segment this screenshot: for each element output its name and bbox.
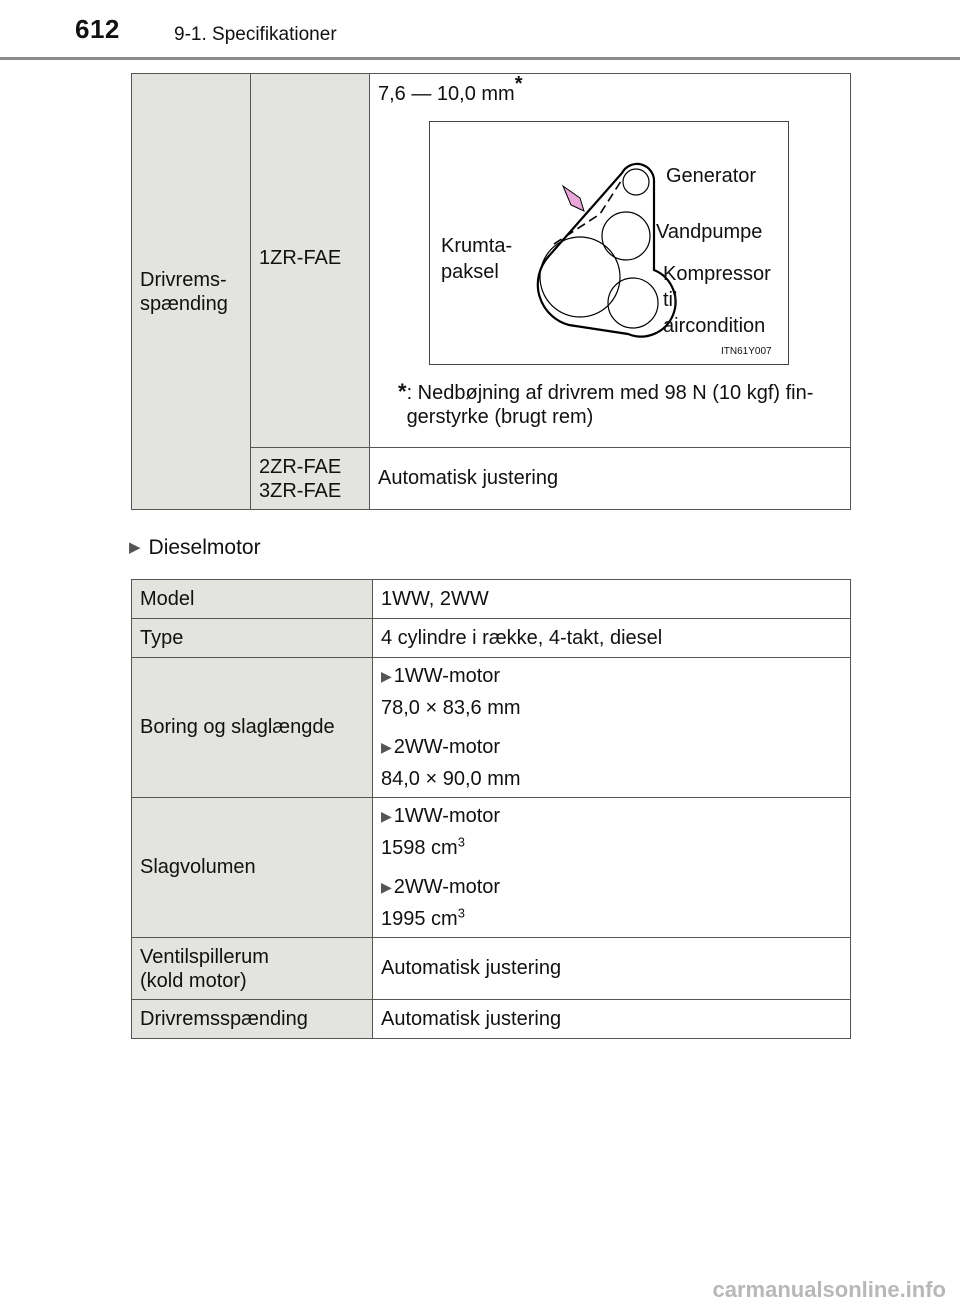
diesel-value-valve-clearance: Automatisk justering [373,938,851,1000]
belt-deflection-value: 7,6 — 10,0 mm* [378,73,523,105]
page-number: 612 [75,14,120,44]
diesel-label-valve-clearance: Ventilspillerum (kold motor) [132,938,373,1000]
model-2zr-3zr-fae: 2ZR-FAE 3ZR-FAE [251,448,370,510]
auto-adjust-value: Automatisk justering [370,448,851,510]
arrow-right-icon: ▶ [381,738,392,755]
model-1zr-fae: 1ZR-FAE [251,74,370,448]
diagram-label-crankshaft: Krumta- paksel [441,235,513,283]
diesel-value-bore: ▶ 1WW-motor 78,0 × 83,6 mm ▶ 2WW-motor 84,0 × 90,0 mm [373,658,851,798]
watermark: carmanualsonline.info [712,1277,946,1302]
diesel-label-belt-tension: Drivremsspænding [132,1000,373,1039]
footnote: * : Nedbøjning af drivrem med 98 N (10 kgf) fin- gerstyrke (brugt rem) [398,379,814,428]
belt-tension-table [131,73,851,510]
diesel-value-displacement: ▶ 1WW-motor 1598 $cm^3$ ▶ 2WW-motor 1995 $cm^3$ [373,798,851,938]
arrow-right-icon: ▶ [129,539,141,556]
diesel-value-type: 4 cylindre i række, 4-takt, diesel [373,619,851,658]
diesel-label-model: Model [132,580,373,619]
belt-diagram [429,121,789,365]
diagram-label-water-pump: Vandpumpe [656,221,763,243]
arrow-right-icon: ▶ [381,807,392,824]
diesel-value-model: 1WW, 2WW [373,580,851,619]
diesel-value-belt-tension: Automatisk justering [373,1000,851,1039]
arrow-right-icon: ▶ [381,667,392,684]
diesel-table [131,579,851,1039]
diesel-label-type: Type [132,619,373,658]
drive-belt-tension-label: Drivrems- spænding [132,74,251,510]
diesel-heading: ▶ Dieselmotor [129,536,261,559]
belt-spec-cell [370,74,851,448]
diagram-label-ac-compressor: Kompressor til aircondition [663,263,771,337]
diesel-label-displacement: Slagvolumen [132,798,373,938]
diesel-label-bore: Boring og slaglængde [132,658,373,798]
arrow-right-icon: ▶ [381,878,392,895]
diagram-label-generator: Generator [666,165,757,187]
diagram-code: ITN61Y007 [721,346,772,357]
section-title: 9-1. Specifikationer [174,24,337,45]
header-rule [0,57,960,60]
